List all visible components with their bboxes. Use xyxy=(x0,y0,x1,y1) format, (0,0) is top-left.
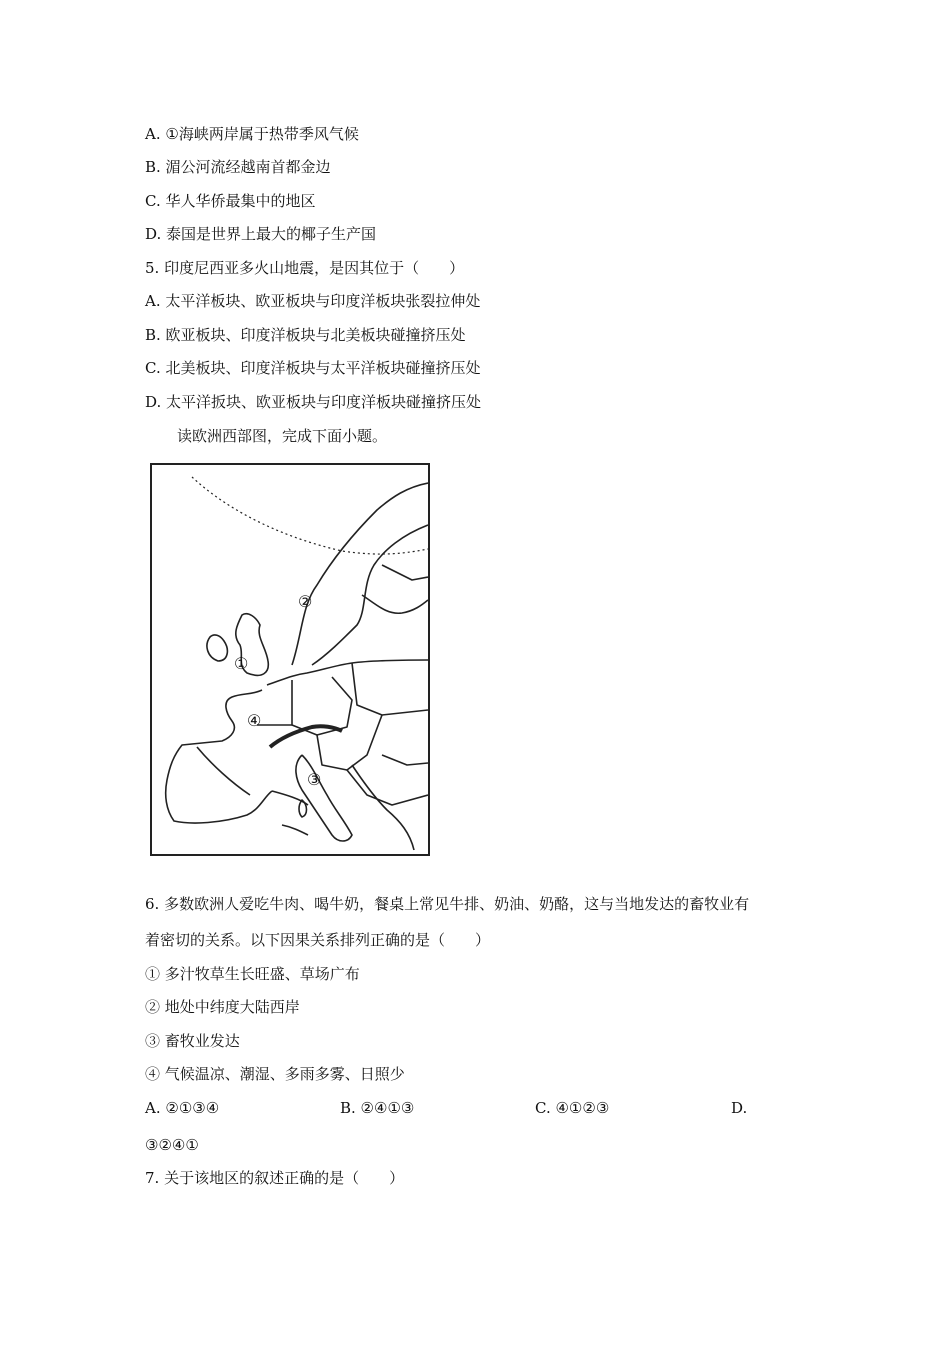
q6-item-2: ② 地处中纬度大陆西岸 xyxy=(145,998,300,1016)
q6-item-1: ① 多汁牧草生长旺盛、草场广布 xyxy=(145,965,360,983)
q6-option-b: B. ②④①③ xyxy=(340,1099,415,1117)
q7-stem: 7. 关于该地区的叙述正确的是（ ） xyxy=(145,1169,405,1187)
map-drawing xyxy=(152,465,428,854)
q6-option-a: A. ②①③④ xyxy=(145,1099,220,1117)
map-label-3: ③ xyxy=(307,770,322,789)
q6-stem-line2: 着密切的关系。以下因果关系排列正确的是（ ） xyxy=(145,931,491,949)
q6-stem-line1: 6. 多数欧洲人爱吃牛肉、喝牛奶，餐桌上常见牛排、奶油、奶酪，这与当地发达的畜牧业有 xyxy=(145,895,750,913)
map-label-2: ② xyxy=(298,592,313,611)
q5-option-c: C. 北美板块、印度洋板块与太平洋板块碰撞挤压处 xyxy=(145,359,481,377)
q5-stem: 5. 印度尼西亚多火山地震，是因其位于（ ） xyxy=(145,259,465,277)
q6-option-c: C. ④①②③ xyxy=(535,1099,610,1117)
q6-item-3: ③ 畜牧业发达 xyxy=(145,1032,240,1050)
q6-option-d-value: ③②④① xyxy=(145,1136,199,1154)
q6-option-d-label: D. xyxy=(731,1099,748,1117)
q5-option-a: A. 太平洋板块、欧亚板块与印度洋板块张裂拉伸处 xyxy=(145,292,481,310)
q4-option-b: B. 湄公河流经越南首都金边 xyxy=(145,158,331,176)
map-label-1: ① xyxy=(234,654,249,673)
q4-option-a: A. ①海峡两岸属于热带季风气候 xyxy=(145,125,359,143)
map-intro: 读欧洲西部图，完成下面小题。 xyxy=(177,427,388,445)
q5-option-b: B. 欧亚板块、印度洋板块与北美板块碰撞挤压处 xyxy=(145,326,466,344)
map-label-4: ④ xyxy=(247,711,262,730)
q4-option-c: C. 华人华侨最集中的地区 xyxy=(145,192,316,210)
q6-item-4: ④ 气候温凉、潮湿、多雨多雾、日照少 xyxy=(145,1065,405,1083)
western-europe-map xyxy=(150,463,430,856)
q4-option-d: D. 泰国是世界上最大的椰子生产国 xyxy=(145,225,377,243)
q5-option-d: D. 太平洋扳块、欧亚板块与印度洋板块碰撞挤压处 xyxy=(145,393,482,411)
